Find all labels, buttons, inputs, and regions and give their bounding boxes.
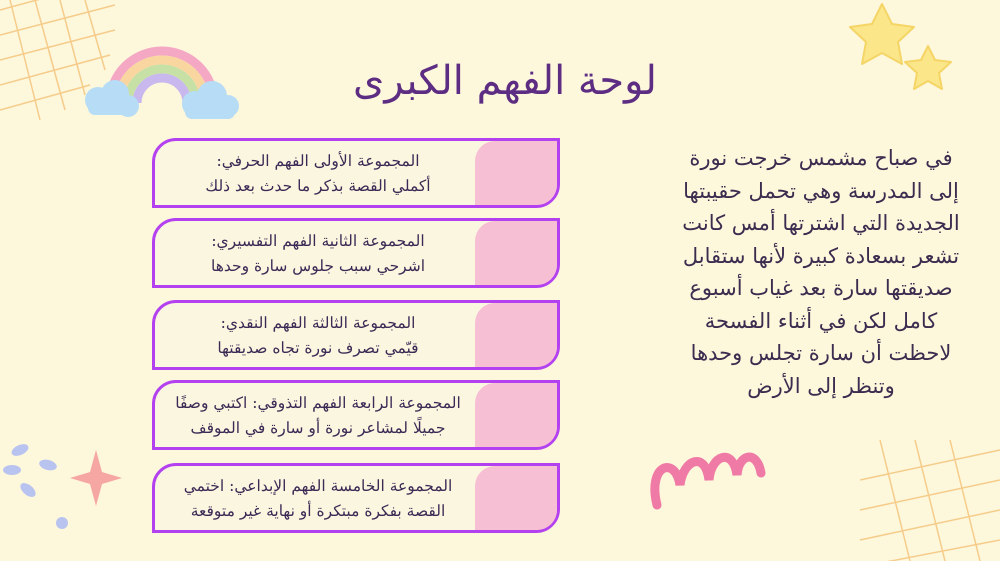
card-tab — [475, 303, 557, 367]
card-tab — [475, 221, 557, 285]
group-card-1 — [152, 138, 560, 208]
group-heading: المجموعة الأولى الفهم الحرفي: — [216, 152, 420, 170]
grid-icon — [860, 440, 1000, 561]
card-tab — [475, 383, 557, 447]
card-tab — [475, 141, 557, 205]
group-text — [169, 229, 467, 279]
group-task: جميلًا لمشاعر نورة أو سارة في الموقف — [190, 419, 446, 437]
rainbow-icon — [80, 28, 240, 123]
group-text — [169, 149, 467, 199]
group-card-2 — [152, 218, 560, 288]
squiggle-icon — [645, 435, 775, 515]
group-heading: المجموعة الثانية الفهم التفسيري: — [211, 232, 425, 250]
page-title: لوحة الفهم الكبرى — [353, 58, 657, 104]
story-text: في صباح مشمس خرجت نورة إلى المدرسة وهي تحمل حقيبتها الجديدة التي اشترتها أمس كانت تشعر بسعادة كبيرة لأنها ستقابل صديقتها سارة بعد غياب أسبوع كامل لكن في أثناء الفسحة لاحظت أن سارة تجلس وحدها وتنظر إلى الأرض — [682, 146, 960, 398]
group-text — [169, 311, 467, 361]
group-task: قيّمي تصرف نورة تجاه صديقتها — [217, 339, 419, 357]
group-heading: المجموعة الثالثة الفهم النقدي: — [220, 314, 416, 332]
group-heading: المجموعة الخامسة الفهم الإبداعي: اختمي — [183, 477, 453, 495]
group-task: اشرحي سبب جلوس سارة وحدها — [211, 257, 425, 275]
star-icon — [840, 0, 1000, 110]
group-text — [169, 474, 467, 524]
group-card-5 — [152, 463, 560, 533]
group-task: القصة بفكرة مبتكرة أو نهاية غير متوقعة — [190, 502, 446, 520]
sparkle-icon — [0, 420, 130, 561]
card-tab — [475, 466, 557, 530]
group-card-3 — [152, 300, 560, 370]
group-task: أكملي القصة بذكر ما حدث بعد ذلك — [205, 177, 431, 195]
group-heading: المجموعة الرابعة الفهم التذوقي: اكتبي وصفًا — [175, 394, 461, 412]
group-text — [169, 391, 467, 441]
group-card-4 — [152, 380, 560, 450]
